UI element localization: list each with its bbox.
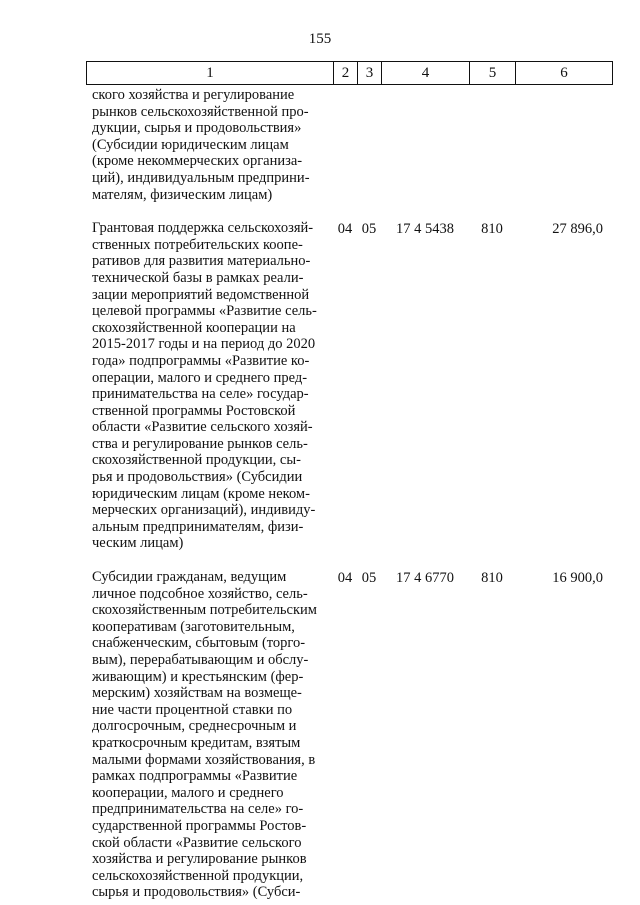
table-row — [86, 569, 613, 901]
row-subsection — [357, 86, 381, 203]
row-subsection: 05 — [361, 570, 377, 587]
row-target-code: 17 4 5438 — [396, 221, 454, 238]
table-row — [86, 86, 613, 203]
row-amount: 27 896,0 — [552, 221, 603, 238]
row-target-code: 17 4 6770 — [396, 570, 454, 587]
header-col-6: 6 — [560, 65, 568, 81]
header-col-1: 1 — [87, 62, 334, 84]
header-col-5: 5 — [470, 62, 516, 84]
row-amount — [515, 86, 611, 203]
row-description: Грантовая поддержка сельскохозяй- ственных потребительских коопе- ративов для развития материально- технической базы в рамках реали- зации мероприятий ведомственной целевой программы «Развитие сель- скохозяйственной кооперации на 2015-2017 годы и на период до 2020 года» подпрограммы «Развитие ко- операции, малого и среднего пред- принимательства на селе» государ- ственной программы Ростовской области «Развитие сельского хозяй- ства и регулирование рынков сель- скохозяйственной продукции, сы- рья и продовольствия» (Субсидии юридическим лицам (кроме неком- мерческих организаций), индивиду- альным предпринимателям, физи- ческим лицам) — [92, 220, 317, 552]
page-number: 155 — [308, 31, 332, 47]
row-expense-type: 810 — [481, 570, 503, 587]
table-header — [86, 61, 613, 85]
table-body — [86, 86, 613, 901]
table-row — [86, 220, 613, 552]
row-target-code — [381, 86, 469, 203]
row-description: Субсидии гражданам, ведущим личное подсобное хозяйство, сель- скохозяйственным потребительским кооперативам (заготовительным, снабженческим, сбытовым (торго- вым), перерабатывающим и обслу- живающим) и крестьянским (фер- мерским) хозяйствам на возмеще- ние части процентной ставки по долгосрочным, среднесрочным и краткосрочным кредитам, взятым малыми формами хозяйствования, в рамках подпрограммы «Развитие кооперации, малого и среднего предпринимательства на селе» го- сударственной программы Ростов- ской области «Развитие сельского хозяйства и регулирование рынков сельскохозяйственной продукции, сырья и продовольствия» (Субси- — [92, 569, 317, 901]
row-description: ского хозяйства и регулирование рынков сельскохозяйственной про- дукции, сырья и продовольствия» (Субсидии юридическим лицам (кроме некоммерческих организа- ций), индивидуальным предприни- мателям, физическим лицам) — [92, 87, 310, 203]
row-section: 04 — [337, 221, 353, 238]
row-amount: 16 900,0 — [552, 570, 603, 587]
row-section: 04 — [337, 570, 353, 587]
header-col-3: 3 — [358, 62, 382, 84]
header-col-4: 4 — [382, 62, 470, 84]
header-col-2: 2 — [334, 62, 358, 84]
row-expense-type: 810 — [481, 221, 503, 238]
row-section — [333, 86, 357, 203]
row-expense-type — [469, 86, 515, 203]
row-subsection: 05 — [361, 221, 377, 238]
